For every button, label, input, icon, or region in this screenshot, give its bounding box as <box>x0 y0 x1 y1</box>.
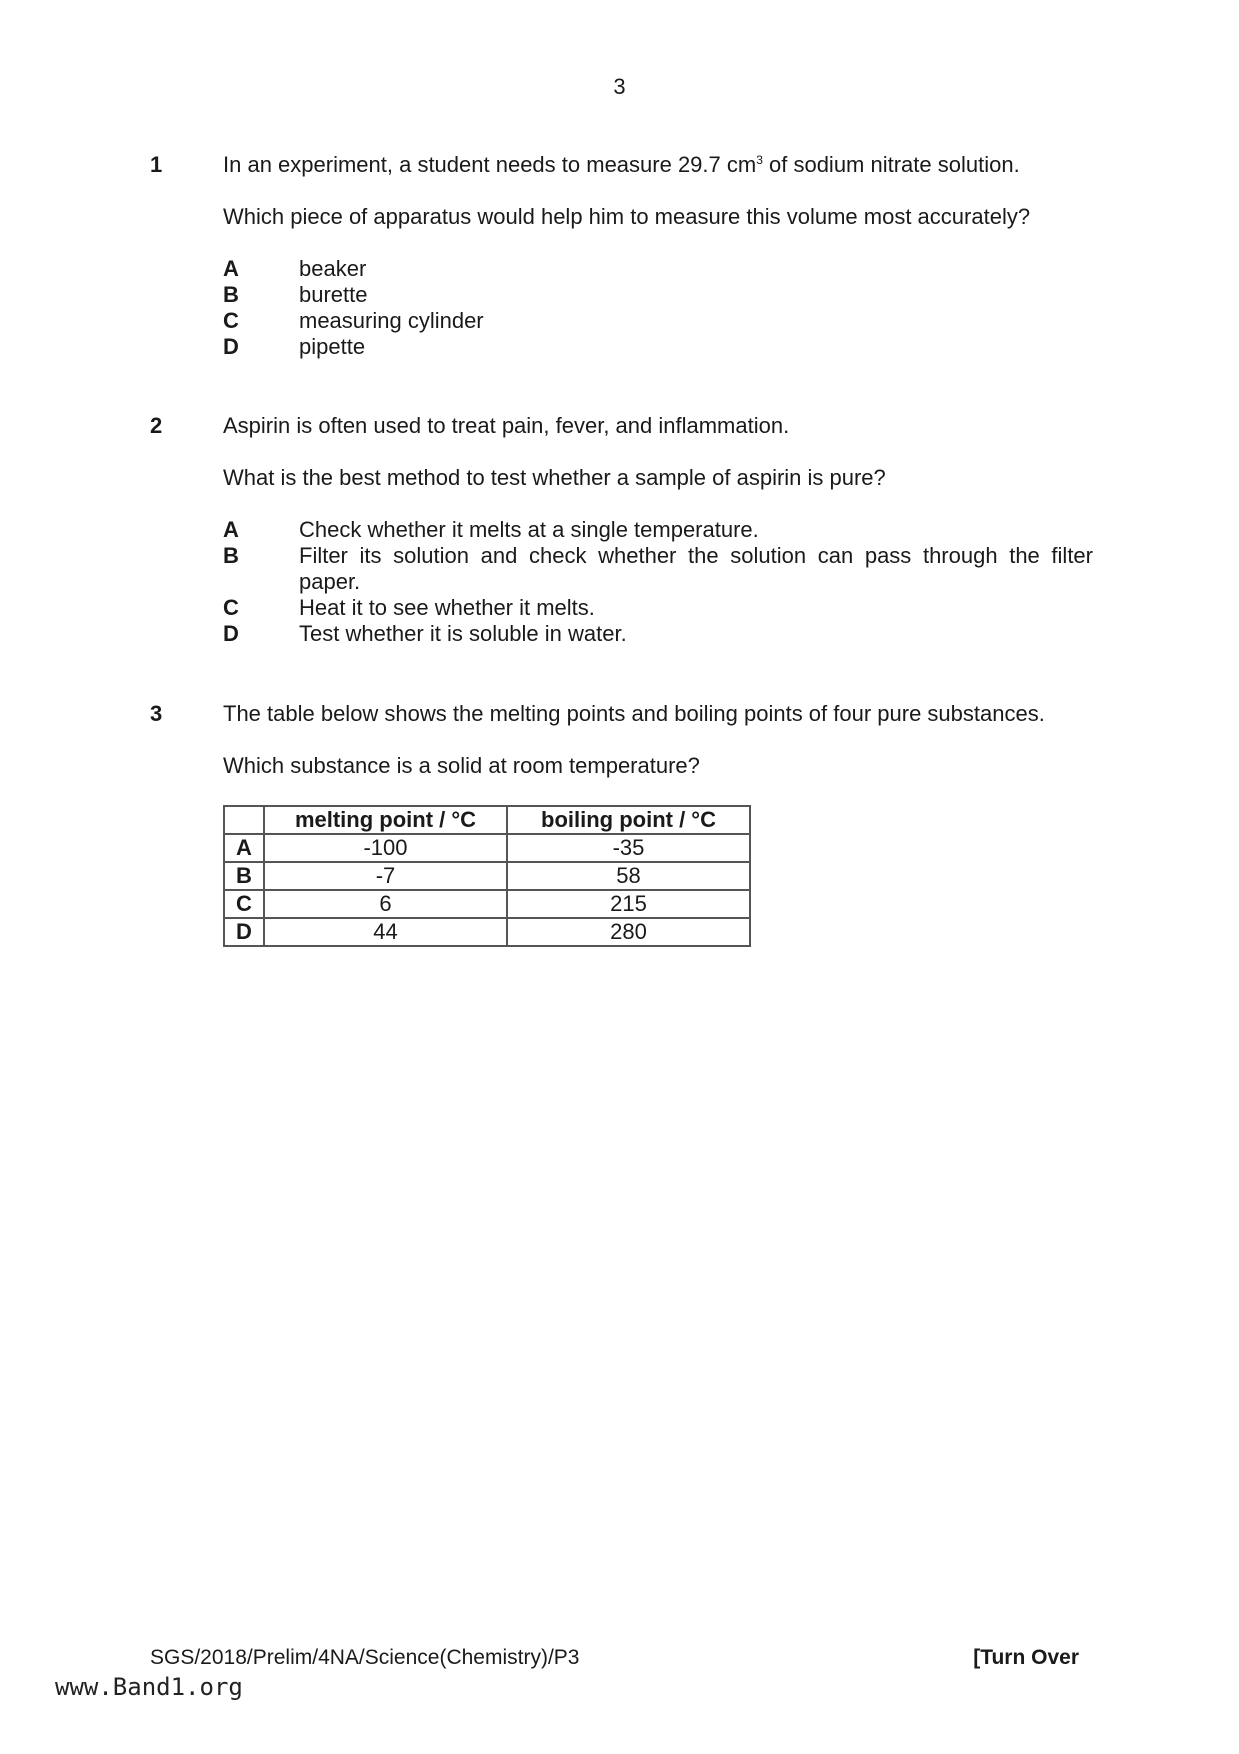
option-letter: A <box>223 517 239 542</box>
table-row <box>224 862 750 890</box>
question-stem: Aspirin is often used to treat pain, fever, and inflammation. <box>223 413 790 438</box>
table-header-cell: boiling point / °C <box>507 806 750 834</box>
option-letter: A <box>223 256 239 281</box>
option-text: pipette <box>299 334 366 359</box>
option-text: Filter its solution and check whether the solution can pass through the filter paper. <box>299 543 1093 594</box>
question-number: 1 <box>150 152 163 177</box>
option-text: measuring cylinder <box>299 308 484 333</box>
option-letter: B <box>223 543 239 568</box>
question-number: 3 <box>150 701 163 726</box>
question-stem-part: of sodium nitrate solution. <box>762 152 1020 177</box>
table-cell: 215 <box>507 890 750 918</box>
table-cell: A <box>224 834 264 862</box>
options-list <box>223 517 1093 647</box>
option-text: Test whether it is soluble in water. <box>299 621 627 646</box>
option-d[interactable] <box>223 621 1093 647</box>
superscript: 3 <box>756 153 763 167</box>
table-cell: C <box>224 890 264 918</box>
option-letter: B <box>223 282 239 307</box>
page-number: 3 <box>613 74 626 99</box>
table-cell: 58 <box>507 862 750 890</box>
question-stem: The table below shows the melting points and boiling points of four pure substances. <box>223 701 1045 726</box>
option-b[interactable] <box>223 543 1093 595</box>
table-cell: D <box>224 918 264 946</box>
option-letter: D <box>223 621 239 646</box>
option-c[interactable] <box>223 595 1093 621</box>
substances-table <box>223 805 751 947</box>
option-d[interactable] <box>223 334 1093 360</box>
question-prompt: What is the best method to test whether a sample of aspirin is pure? <box>223 465 886 490</box>
table-header-cell <box>224 806 264 834</box>
option-letter: C <box>223 308 239 333</box>
question-prompt: Which piece of apparatus would help him to measure this volume most accurately? <box>223 204 1031 229</box>
question-prompt: Which substance is a solid at room temperature? <box>223 753 700 778</box>
table-row <box>224 890 750 918</box>
table-cell: 280 <box>507 918 750 946</box>
option-b[interactable] <box>223 282 1093 308</box>
question-stem <box>223 152 1093 178</box>
table-row <box>224 918 750 946</box>
table-header-cell: melting point / °C <box>264 806 507 834</box>
turn-over-label: [Turn Over <box>973 1646 1079 1669</box>
option-text: burette <box>299 282 368 307</box>
option-text: Check whether it melts at a single temperature. <box>299 517 759 542</box>
table-header-row <box>224 806 750 834</box>
table-cell: 44 <box>264 918 507 946</box>
option-a[interactable] <box>223 517 1093 543</box>
table-cell: 6 <box>264 890 507 918</box>
option-a[interactable] <box>223 256 1093 282</box>
option-letter: C <box>223 595 239 620</box>
question-stem-part: In an experiment, a student needs to measure 29.7 cm <box>223 152 757 177</box>
options-list <box>223 256 1093 360</box>
option-text: Heat it to see whether it melts. <box>299 595 595 620</box>
table-cell: -100 <box>264 834 507 862</box>
table-row <box>224 834 750 862</box>
footer-paper-code: SGS/2018/Prelim/4NA/Science(Chemistry)/P3 <box>150 1646 580 1669</box>
option-letter: D <box>223 334 239 359</box>
table-cell: -7 <box>264 862 507 890</box>
option-text: beaker <box>299 256 367 281</box>
table-cell: -35 <box>507 834 750 862</box>
watermark: www.Band1.org <box>55 1673 243 1701</box>
option-c[interactable] <box>223 308 1093 334</box>
table-cell: B <box>224 862 264 890</box>
question-number: 2 <box>150 413 163 438</box>
